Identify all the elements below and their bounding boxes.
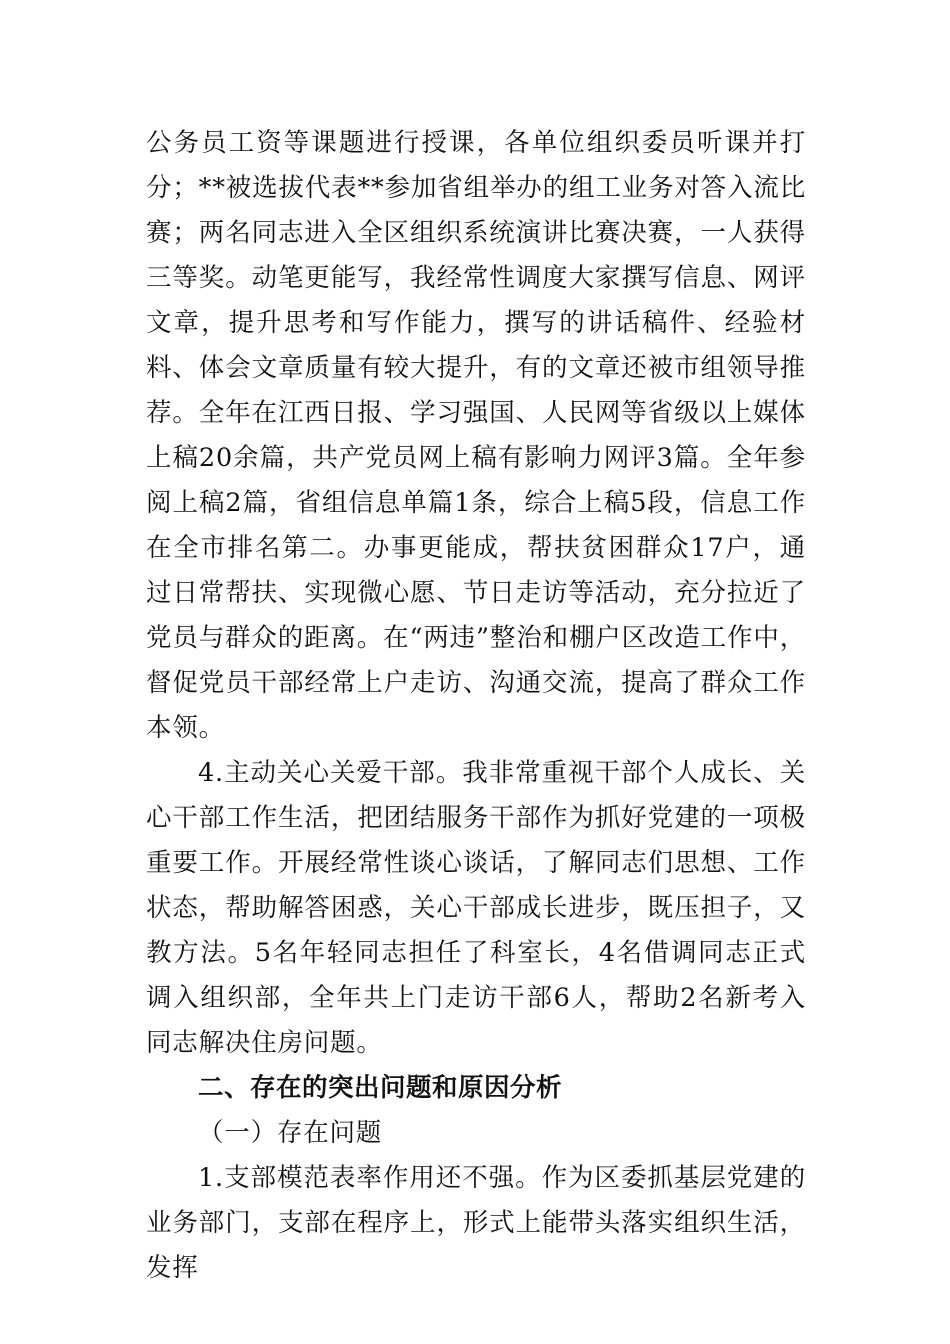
paragraph-care-for-cadres: 4.主动关心关爱干部。我非常重视干部个人成长、关心干部工作生活，把团结服务干部作为抓好党建的一项极重要工作。开展经常性谈心谈话，了解同志们思想、工作状态，帮助解答困惑，关心干部成长进步，既压担子，又教方法。5名年轻同志担任了科室长，4名借调同志正式调入组织部，全年共上门走访干部6人，帮助2名新考入同志解决住房问题。	[146, 758, 806, 1058]
document-body	[146, 121, 806, 1291]
paragraph-continued: 公务员工资等课题进行授课，各单位组织委员听课并打分；**被选拔代表**参加省组举办的组工业务对答入流比赛；两名同志进入全区组织系统演讲比赛决赛，一人获得三等奖。动笔更能写，我经常性调度大家撰写信息、网评文章，提升思考和写作能力，撰写的讲话稿件、经验材料、体会文章质量有较大提升，有的文章还被市组领导推荐。全年在江西日报、学习强国、人民网等省级以上媒体上稿20余篇，共产党员网上稿有影响力网评3篇。全年参阅上稿2篇，省组信息单篇1条，综合上稿5段，信息工作在全市排名第二。办事更能成，帮扶贫困群众17户，通过日常帮扶、实现微心愿、节日走访等活动，充分拉近了党员与群众的距离。在“两违”整治和棚户区改造工作中，督促党员干部经常上户走访、沟通交流，提高了群众工作本领。	[146, 128, 806, 743]
section-heading-problems: 二、存在的突出问题和原因分析	[198, 1073, 563, 1103]
subsection-heading-existing-problems: （一）存在问题	[198, 1118, 383, 1148]
paragraph-problem-1: 1.支部模范表率作用还不强。作为区委抓基层党建的业务部门，支部在程序上，形式上能带头落实组织生活，发挥	[146, 1163, 806, 1283]
